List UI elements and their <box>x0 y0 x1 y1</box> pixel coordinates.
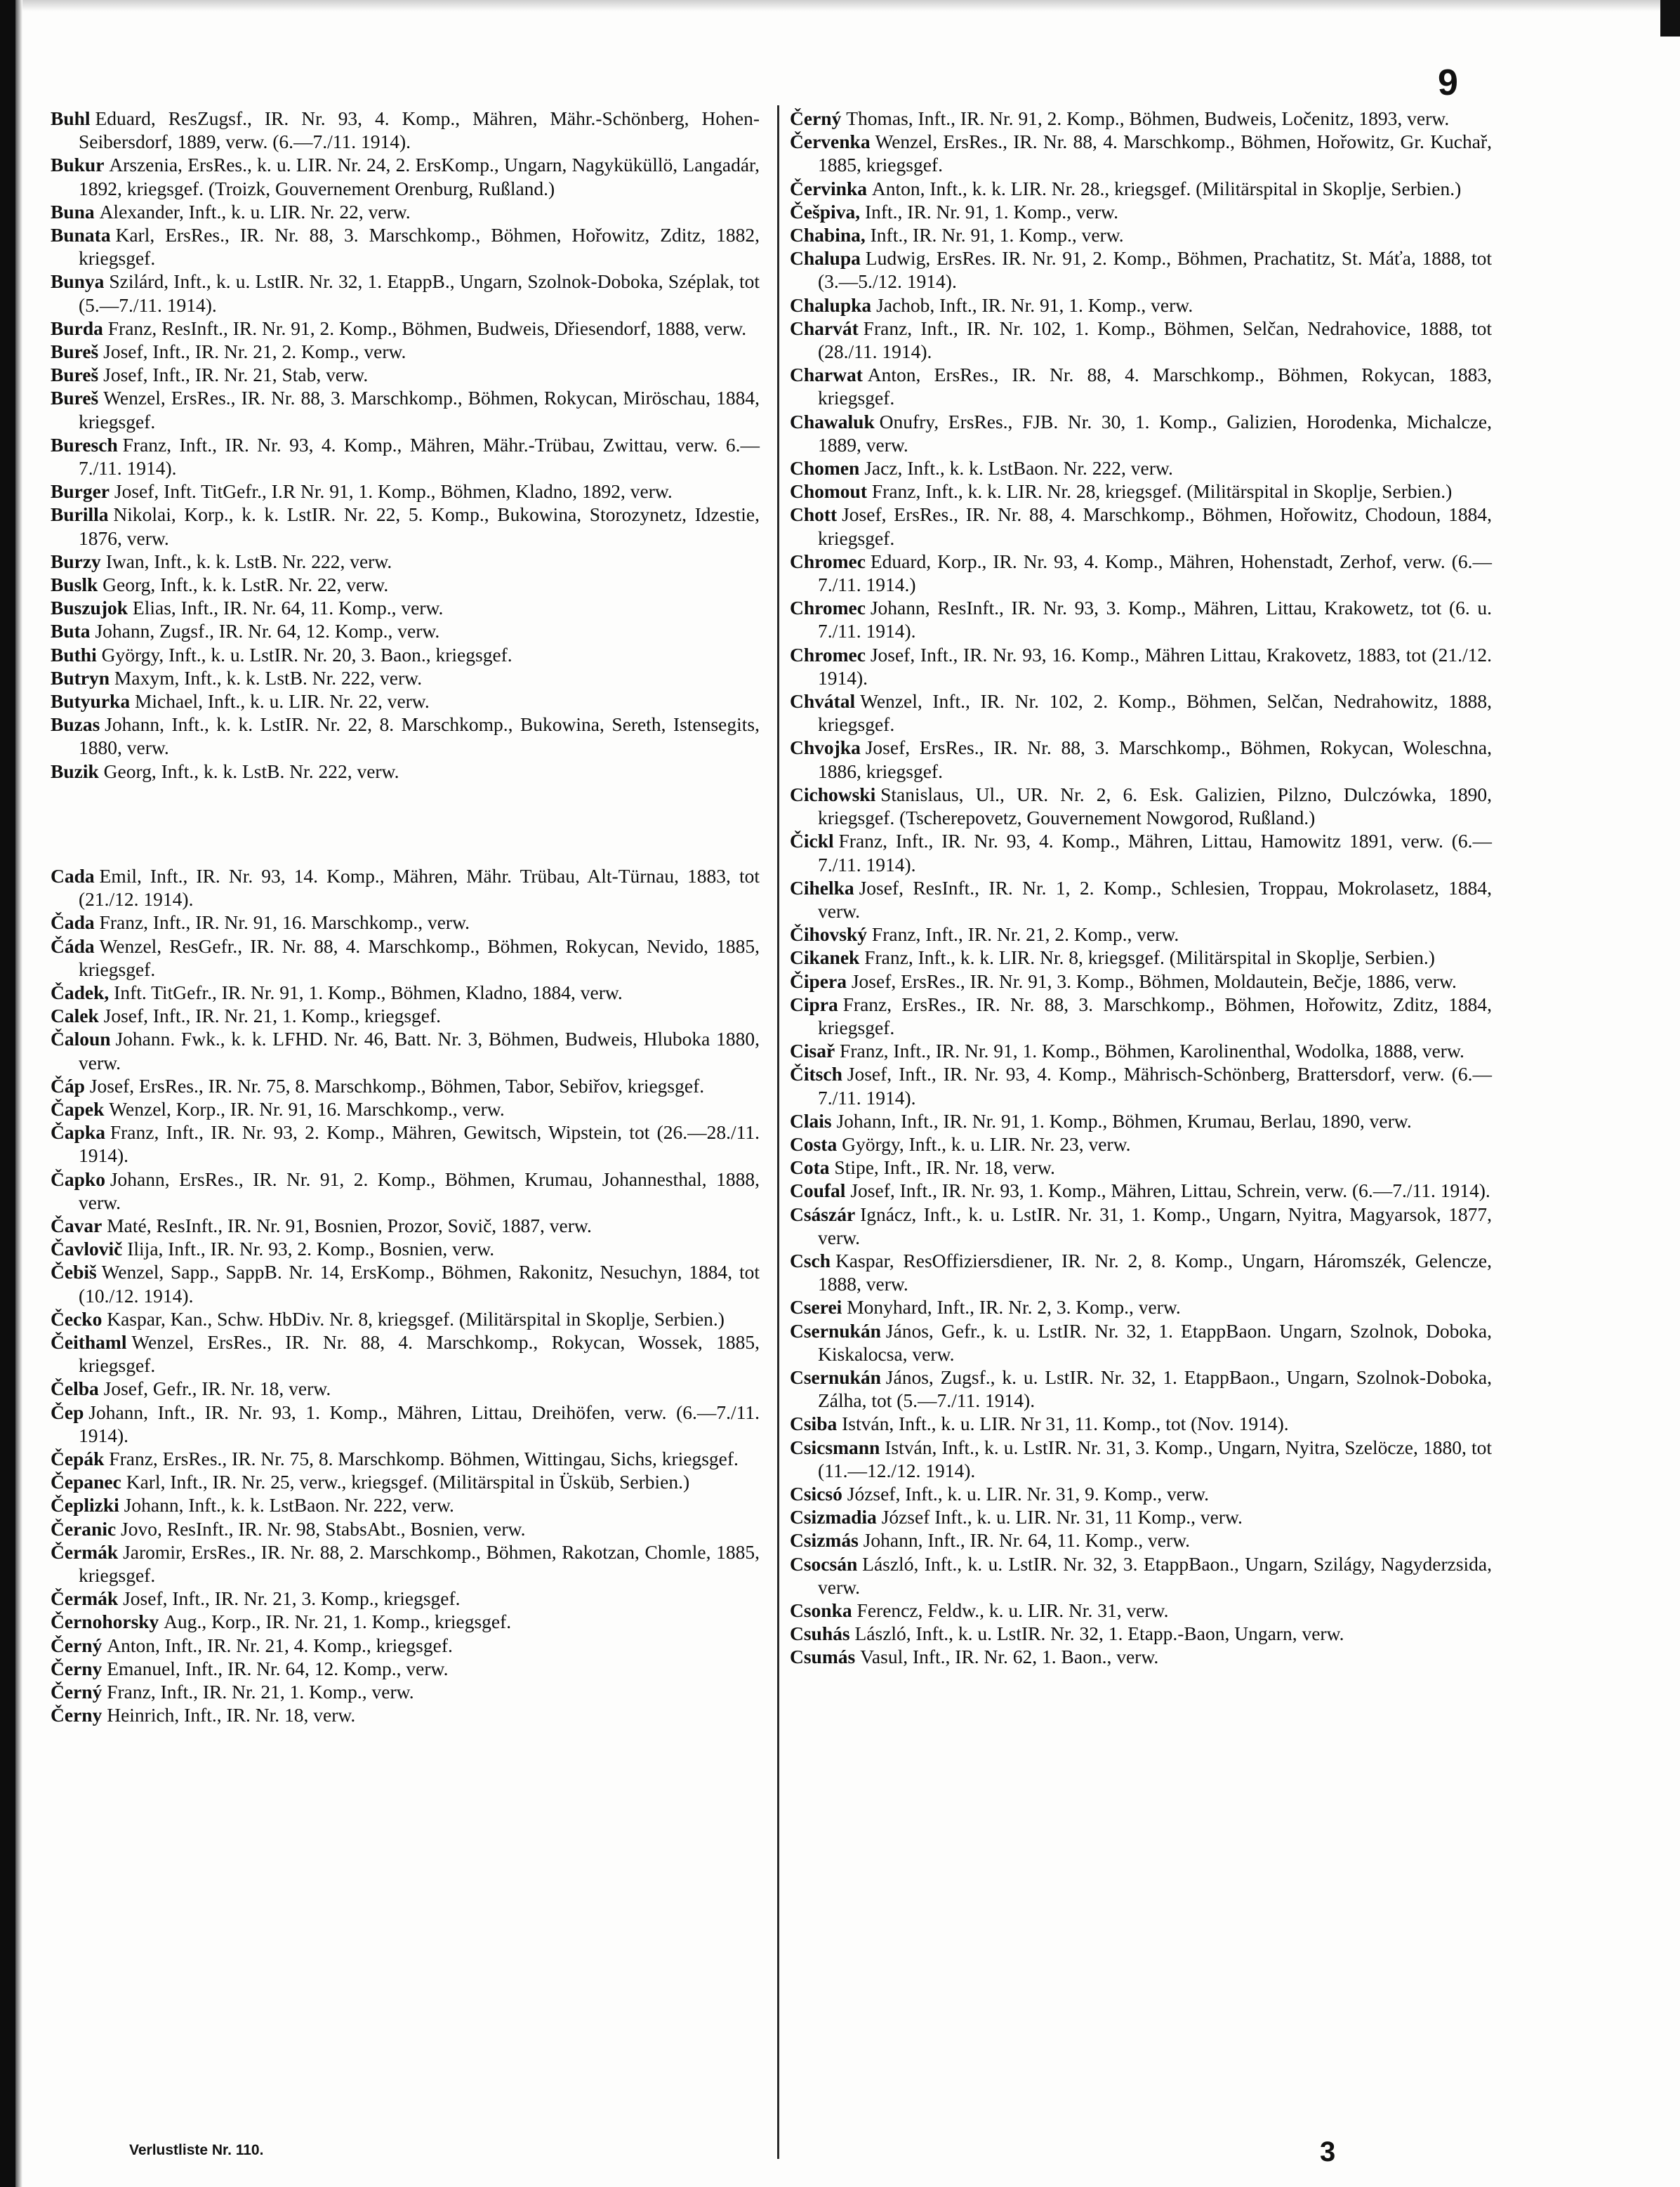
casualty-entry <box>51 573 760 596</box>
casualty-entry <box>51 1074 760 1097</box>
entry-details: László, Inft., k. u. LstIR. Nr. 32, 1. Etapp.-Baon, Ungarn, verw. <box>854 1623 1344 1645</box>
entry-details: László, Inft., k. u. LstIR. Nr. 32, 3. EtappBaon., Ungarn, Szilágy, Nagyderzsida, verw. <box>818 1552 1492 1598</box>
entry-details: István, Inft., k. u. LstIR. Nr. 31, 3. Komp., Ungarn, Nyitra, Szelöcze, 1880, tot (11.—12./12. 1914). <box>818 1436 1492 1481</box>
casualty-entry <box>51 1237 760 1260</box>
entry-surname: Černý <box>51 1681 102 1703</box>
entry-details: Arszenia, ErsRes., k. u. LIR. Nr. 24, 2. ErsKomp., Ungarn, Nagyküküllö, Langadár, 1892, kriegsgef. (Troizk, Gouvernement Orenburg, Rußland.) <box>79 154 760 199</box>
entry-details: Josef, ErsRes., IR. Nr. 88, 4. Marschkomp., Böhmen, Hořowitz, Chodoun, 1884, kriegsgef. <box>818 503 1492 549</box>
entry-surname: Čaloun <box>51 1028 111 1050</box>
entry-details: Eduard, Korp., IR. Nr. 93, 4. Komp., Mähren, Hohenstadt, Zerhof, verw. (6.—7./11. 1914.) <box>818 550 1492 596</box>
entry-surname: Čermák <box>51 1587 119 1610</box>
casualty-entry <box>51 1330 760 1377</box>
casualty-entry <box>790 1366 1492 1412</box>
entry-details: Wenzel, Inft., IR. Nr. 102, 2. Komp., Böhmen, Selčan, Nedrahowitz, 1888, kriegsgef. <box>818 690 1492 736</box>
entry-details: Johann, Inft., IR. Nr. 91, 1. Komp., Böhmen, Krumau, Berlau, 1890, verw. <box>836 1109 1412 1132</box>
entry-details: Franz, Inft., IR. Nr. 93, 2. Komp., Mähren, Gewitsch, Wipstein, tot (26.—28./11. 1914). <box>79 1121 760 1167</box>
entry-surname: Čeithaml <box>51 1330 127 1353</box>
entry-details: Wenzel, Sapp., SappB. Nr. 14, ErsKomp., Böhmen, Rakonitz, Nesuchyn, 1884, tot (10./12. 1914). <box>79 1261 760 1307</box>
casualty-entry <box>790 876 1492 923</box>
entry-details: Josef, Inft. TitGefr., I.R Nr. 91, 1. Komp., Böhmen, Kladno, 1892, verw. <box>114 480 673 503</box>
casualty-entry <box>790 1622 1492 1645</box>
entry-details: Nikolai, Korp., k. k. LstIR. Nr. 22, 5. Komp., Bukowina, Storozynetz, Idzestie, 1876, verw. <box>79 503 760 549</box>
casualty-entry <box>51 1307 760 1330</box>
section-break <box>51 783 760 864</box>
entry-details: Johann, ResInft., IR. Nr. 93, 3. Komp., Mähren, Littau, Krakowetz, tot (6. u. 7./11. 1914). <box>818 597 1492 642</box>
entry-details: Elias, Inft., IR. Nr. 64, 11. Komp., verw. <box>132 597 444 619</box>
casualty-entry <box>51 1493 760 1517</box>
casualty-entry <box>790 1039 1492 1062</box>
scan-corner-mark <box>1660 0 1680 37</box>
entry-details: Maxym, Inft., k. k. LstB. Nr. 222, verw. <box>114 666 423 689</box>
entry-surname: Čipera <box>790 970 847 992</box>
entry-details: Monyhard, Inft., IR. Nr. 2, 3. Komp., verw. <box>847 1296 1181 1319</box>
entry-details: Franz, ErsRes., IR. Nr. 75, 8. Marschkomp. Böhmen, Wittingau, Sichs, kriegsgef. <box>109 1447 739 1469</box>
casualty-entry <box>51 1377 760 1400</box>
entry-details: Wenzel, ErsRes., IR. Nr. 88, 4. Marschkomp., Böhmen, Hořowitz, Gr. Kuchař, 1885, kriegsgef. <box>818 131 1492 176</box>
entry-surname: Bureš <box>51 364 99 386</box>
entry-surname: Čep <box>51 1401 84 1423</box>
entry-surname: Cserei <box>790 1296 842 1319</box>
entry-surname: Čadek, <box>51 981 110 1003</box>
entry-details: Josef, Inft., IR. Nr. 21, 2. Komp., verw. <box>103 341 406 363</box>
casualty-entry <box>51 934 760 981</box>
entry-surname: Csuhás <box>790 1623 850 1645</box>
casualty-entry <box>51 386 760 432</box>
entry-surname: Čepanec <box>51 1471 121 1493</box>
entry-details: Franz, Inft., k. k. LIR. Nr. 28, kriegsgef. (Militärspital in Skoplje, Serbien.) <box>871 480 1453 503</box>
casualty-entry <box>51 433 760 480</box>
casualty-entry <box>51 270 760 316</box>
entry-surname: Červinka <box>790 177 867 199</box>
entry-details: Kaspar, Kan., Schw. HbDiv. Nr. 8, kriegsgef. (Militärspital in Skoplje, Serbien.) <box>107 1307 725 1330</box>
casualty-entry <box>790 1505 1492 1528</box>
entry-surname: Čapek <box>51 1097 105 1120</box>
entry-surname: Chromec <box>790 597 866 619</box>
casualty-entry <box>51 1004 760 1027</box>
signature-mark: 3 <box>1320 2136 1336 2167</box>
casualty-entry <box>790 410 1492 456</box>
entry-details: Ilija, Inft., IR. Nr. 93, 2. Komp., Bosnien, verw. <box>127 1238 495 1260</box>
entry-details: Thomas, Inft., IR. Nr. 91, 2. Komp., Böhmen, Budweis, Ločenitz, 1893, verw. <box>846 107 1450 129</box>
entry-surname: Chomen <box>790 457 860 480</box>
entry-surname: Coufal <box>790 1180 846 1202</box>
entry-details: Maté, ResInft., IR. Nr. 91, Bosnien, Prozor, Sovič, 1887, verw. <box>107 1214 592 1236</box>
casualty-entry <box>51 223 760 270</box>
casualty-entry <box>51 340 760 363</box>
entry-details: Karl, Inft., IR. Nr. 25, verw., kriegsgef. (Militärspital in Üsküb, Serbien.) <box>126 1471 690 1493</box>
entry-surname: Csernukán <box>790 1319 881 1342</box>
scan-left-edge <box>0 0 15 2187</box>
casualty-entry <box>790 1599 1492 1622</box>
casualty-entry <box>790 923 1492 946</box>
entry-surname: Császár <box>790 1203 856 1225</box>
casualty-entry <box>51 981 760 1004</box>
entry-details: Stanislaus, Ul., UR. Nr. 2, 6. Esk. Galizien, Pilzno, Dulczówka, 1890, kriegsgef. (Tscherepovetz, Gouvernement Nowgorod, Rußland.) <box>818 783 1492 829</box>
entry-details: Ferencz, Feldw., k. u. LIR. Nr. 31, verw. <box>856 1599 1169 1621</box>
entry-surname: Butryn <box>51 666 110 689</box>
entry-surname: Chalupka <box>790 293 872 316</box>
entry-surname: Čihovský <box>790 923 868 946</box>
entry-surname: Chalupa <box>790 247 861 270</box>
casualty-entry <box>51 713 760 759</box>
casualty-entry <box>790 946 1492 969</box>
entry-surname: Čavlovič <box>51 1238 123 1260</box>
entry-surname: Clais <box>790 1109 832 1132</box>
casualty-entry <box>790 550 1492 596</box>
entry-surname: Čecko <box>51 1307 102 1330</box>
entry-surname: Čermák <box>51 1540 119 1563</box>
casualty-entry <box>51 480 760 503</box>
entry-surname: Chromec <box>790 550 866 572</box>
entry-details: Vasul, Inft., IR. Nr. 62, 1. Baon., verw. <box>860 1646 1159 1668</box>
casualty-entry <box>790 107 1492 130</box>
entry-surname: Bunya <box>51 270 105 293</box>
entry-details: Onufry, ErsRes., FJB. Nr. 30, 1. Komp., Galizien, Horodenka, Michalcze, 1889, verw. <box>818 410 1492 456</box>
entry-details: Emil, Inft., IR. Nr. 93, 14. Komp., Mähren, Mähr. Trübau, Alt-Türnau, 1883, tot (21./12. 1914). <box>79 864 760 911</box>
scan-top-shadow <box>0 0 1680 11</box>
entry-surname: Cisař <box>790 1040 835 1062</box>
entry-details: Inft., IR. Nr. 91, 1. Komp., verw. <box>864 200 1118 223</box>
entry-surname: Čeranic <box>51 1517 117 1540</box>
casualty-entry <box>790 223 1492 246</box>
entry-details: Emanuel, Inft., IR. Nr. 64, 12. Komp., verw. <box>107 1657 449 1679</box>
casualty-entry <box>790 177 1492 200</box>
entry-surname: Čebiš <box>51 1261 97 1283</box>
entry-surname: Čapko <box>51 1168 105 1190</box>
entry-details: Aug., Korp., IR. Nr. 21, 1. Komp., kriegsgef. <box>164 1611 512 1633</box>
casualty-entry <box>790 1132 1492 1156</box>
casualty-entry <box>51 1214 760 1237</box>
entry-details: György, Inft., k. u. LstIR. Nr. 20, 3. Baon., kriegsgef. <box>101 643 512 666</box>
left-column <box>51 107 760 1726</box>
entry-details: Inft. TitGefr., IR. Nr. 91, 1. Komp., Böhmen, Kladno, 1884, verw. <box>114 981 623 1003</box>
casualty-entry <box>51 1470 760 1493</box>
casualty-entry <box>790 293 1492 317</box>
entry-details: Franz, Inft., IR. Nr. 21, 2. Komp., verw. <box>871 923 1179 946</box>
casualty-entry <box>790 503 1492 549</box>
entry-details: Josef, Inft., IR. Nr. 93, 4. Komp., Mährisch-Schönberg, Brattersdorf, verw. (6.—7./11. 1914). <box>818 1063 1492 1109</box>
entry-details: Josef, ErsRes., IR. Nr. 91, 3. Komp., Böhmen, Moldautein, Bečje, 1886, verw. <box>851 970 1457 992</box>
entry-details: Stipe, Inft., IR. Nr. 18, verw. <box>834 1156 1055 1179</box>
entry-surname: Cada <box>51 864 95 887</box>
casualty-entry <box>790 317 1492 363</box>
entry-details: Kaspar, ResOffiziersdiener, IR. Nr. 2, 8. Komp., Ungarn, Háromszék, Gelencze, 1888, verw. <box>818 1249 1492 1295</box>
entry-surname: Chromec <box>790 643 866 666</box>
entry-surname: Černý <box>790 107 842 129</box>
entry-surname: Buthi <box>51 643 97 666</box>
entry-details: Georg, Inft., k. k. LstR. Nr. 22, verw. <box>102 574 389 596</box>
casualty-entry <box>790 1062 1492 1109</box>
entry-details: Wenzel, Korp., IR. Nr. 91, 16. Marschkomp., verw. <box>109 1097 505 1120</box>
casualty-entry <box>790 1249 1492 1295</box>
casualty-entry <box>790 480 1492 503</box>
entry-surname: Burda <box>51 317 103 339</box>
casualty-entry <box>790 1552 1492 1599</box>
entry-surname: Bunata <box>51 224 111 246</box>
casualty-entry <box>51 1401 760 1447</box>
casualty-entry <box>51 864 760 911</box>
entry-details: Alexander, Inft., k. u. LIR. Nr. 22, verw. <box>99 200 411 223</box>
entry-surname: Černy <box>51 1704 102 1726</box>
casualty-entry <box>51 596 760 619</box>
casualty-entry <box>51 1703 760 1726</box>
entry-details: Anton, Inft., k. k. LIR. Nr. 28., kriegsgef. (Militärspital in Skoplje, Serbien.) <box>871 177 1462 199</box>
entry-surname: Csiba <box>790 1413 838 1435</box>
entry-surname: Červenka <box>790 131 871 153</box>
entry-details: Johann, Inft., IR. Nr. 64, 11. Komp., verw. <box>863 1529 1191 1552</box>
entry-surname: Čavar <box>51 1214 102 1236</box>
entry-details: Jovo, ResInft., IR. Nr. 98, StabsAbt., Bosnien, verw. <box>121 1517 526 1540</box>
casualty-entry <box>51 1540 760 1587</box>
casualty-entry <box>51 153 760 199</box>
entry-details: Franz, Inft., k. k. LIR. Nr. 8, kriegsgef. (Militärspital in Skoplje, Serbien.) <box>864 946 1435 969</box>
entry-surname: Burzy <box>51 550 101 572</box>
casualty-entry <box>790 1412 1492 1435</box>
casualty-entry <box>51 1634 760 1657</box>
entry-details: Jacz, Inft., k. k. LstBaon. Nr. 222, verw. <box>864 457 1173 480</box>
entry-surname: Bureš <box>51 341 99 363</box>
entry-details: Josef, Inft., IR. Nr. 21, 1. Komp., kriegsgef. <box>103 1005 442 1027</box>
casualty-entry <box>790 993 1492 1039</box>
casualty-entry <box>51 363 760 386</box>
scan-left-shadow <box>15 0 22 2187</box>
casualty-entry <box>790 1295 1492 1319</box>
casualty-entry <box>51 666 760 689</box>
casualty-entry <box>790 246 1492 293</box>
entry-details: Heinrich, Inft., IR. Nr. 18, verw. <box>107 1704 356 1726</box>
casualty-entry <box>51 503 760 549</box>
entry-details: Franz, Inft., IR. Nr. 21, 1. Komp., verw. <box>107 1681 414 1703</box>
casualty-entry <box>51 689 760 713</box>
page-number: 9 <box>1438 62 1458 103</box>
casualty-entry <box>51 1587 760 1610</box>
entry-surname: Chvojka <box>790 736 861 759</box>
entry-details: Johann, Inft., IR. Nr. 93, 1. Komp., Mähren, Littau, Dreihöfen, verw. (6.—7./11. 1914). <box>79 1401 760 1446</box>
casualty-entry <box>790 736 1492 782</box>
casualty-entry <box>790 363 1492 409</box>
entry-details: Wenzel, ErsRes., IR. Nr. 88, 3. Marschkomp., Böhmen, Rokycan, Miröschau, 1884, kriegsgef. <box>79 387 760 432</box>
casualty-entry <box>51 200 760 223</box>
entry-surname: Csumás <box>790 1646 856 1668</box>
entry-surname: Csicsó <box>790 1482 842 1505</box>
entry-surname: Chabina, <box>790 224 866 246</box>
entry-details: Szilárd, Inft., k. u. LstIR. Nr. 32, 1. EtappB., Ungarn, Szolnok-Doboka, Széplak, tot (5.—7./11. 1914). <box>79 270 760 316</box>
casualty-list-number: Verlustliste Nr. 110. <box>129 2142 264 2158</box>
casualty-entry <box>51 619 760 642</box>
entry-details: Josef, ResInft., IR. Nr. 1, 2. Komp., Schlesien, Troppau, Mokrolasetz, 1884, verw. <box>818 876 1492 922</box>
entry-details: József Inft., k. u. LIR. Nr. 31, 11 Komp., verw. <box>881 1506 1243 1528</box>
casualty-entry <box>51 1168 760 1214</box>
entry-details: György, Inft., k. u. LIR. Nr. 23, verw. <box>842 1132 1131 1155</box>
casualty-entry <box>51 550 760 573</box>
casualty-entry <box>51 107 760 153</box>
entry-details: Josef, ErsRes., IR. Nr. 75, 8. Marschkomp., Böhmen, Tabor, Sebiřov, kriegsgef. <box>89 1074 705 1097</box>
casualty-entry <box>51 1657 760 1680</box>
entry-details: Iwan, Inft., k. k. LstB. Nr. 222, verw. <box>105 550 392 572</box>
entry-details: Josef, Inft., IR. Nr. 21, 3. Komp., kriegsgef. <box>123 1587 461 1610</box>
entry-details: Johann, Inft., k. k. LstIR. Nr. 22, 8. Marschkomp., Bukowina, Sereth, Istensegits, 1880, verw. <box>79 713 760 759</box>
entry-surname: Buresch <box>51 433 118 456</box>
entry-surname: Butyurka <box>51 690 131 713</box>
entry-details: Jachob, Inft., IR. Nr. 91, 1. Komp., verw. <box>876 293 1193 316</box>
entry-surname: Čepák <box>51 1447 105 1469</box>
casualty-entry <box>790 1179 1492 1202</box>
entry-surname: Chawaluk <box>790 410 875 432</box>
entry-surname: Csch <box>790 1249 831 1271</box>
entry-surname: Buta <box>51 620 91 642</box>
casualty-entry <box>51 317 760 340</box>
casualty-entry <box>790 1156 1492 1179</box>
entry-details: Michael, Inft., k. u. LIR. Nr. 22, verw. <box>134 690 430 713</box>
column-divider <box>777 105 779 2159</box>
casualty-entry <box>51 1517 760 1540</box>
entry-details: István, Inft., k. u. LIR. Nr 31, 11. Komp., tot (Nov. 1914). <box>842 1413 1289 1435</box>
entry-details: Franz, Inft., IR. Nr. 102, 1. Komp., Böhmen, Selčan, Nedrahovice, 1888, tot (28./11. 1914). <box>818 317 1492 363</box>
entry-surname: Čitsch <box>790 1063 842 1085</box>
entry-details: Inft., IR. Nr. 91, 1. Komp., verw. <box>870 224 1124 246</box>
casualty-entry <box>51 1260 760 1307</box>
entry-surname: Buhl <box>51 107 91 129</box>
casualty-entry <box>51 1447 760 1470</box>
entry-details: Franz, ResInft., IR. Nr. 91, 2. Komp., Böhmen, Budweis, Dřiesendorf, 1888, verw. <box>107 317 747 339</box>
entry-details: Ignácz, Inft., k. u. LstIR. Nr. 31, 1. Komp., Ungarn, Nyitra, Magyarsok, 1877, verw. <box>818 1203 1492 1248</box>
casualty-entry <box>51 760 760 783</box>
entry-surname: Csicsmann <box>790 1436 880 1458</box>
casualty-entry <box>790 1528 1492 1552</box>
entry-surname: Buzik <box>51 760 99 782</box>
casualty-entry <box>51 1121 760 1167</box>
entry-details: Wenzel, ErsRes., IR. Nr. 88, 4. Marschkomp., Rokycan, Wossek, 1885, kriegsgef. <box>79 1330 760 1377</box>
entry-surname: Bureš <box>51 387 99 409</box>
entry-details: Franz, Inft., IR. Nr. 93, 4. Komp., Mähren, Mähr.-Trübau, Zwittau, verw. 6.—7./11. 1914). <box>79 433 760 480</box>
entry-details: Jaromir, ErsRes., IR. Nr. 88, 2. Marschkomp., Böhmen, Rakotzan, Chomle, 1885, kriegsgef. <box>79 1540 760 1586</box>
casualty-entry <box>790 970 1492 993</box>
casualty-entry <box>51 643 760 666</box>
entry-details: János, Zugsf., k. u. LstIR. Nr. 32, 1. EtappBaon., Ungarn, Szolnok-Doboka, Zálha, tot (5.—7./11. 1914). <box>818 1366 1492 1412</box>
entry-surname: Costa <box>790 1132 838 1155</box>
entry-surname: Burger <box>51 480 110 503</box>
casualty-entry <box>790 1645 1492 1668</box>
entry-details: Johann, ErsRes., IR. Nr. 91, 2. Komp., Böhmen, Krumau, Johannesthal, 1888, verw. <box>79 1168 760 1213</box>
casualty-entry <box>790 643 1492 689</box>
entry-surname: Buszujok <box>51 597 128 619</box>
casualty-entry <box>51 1027 760 1073</box>
entry-details: Georg, Inft., k. k. LstB. Nr. 222, verw. <box>103 760 399 782</box>
entry-surname: Calek <box>51 1005 99 1027</box>
entry-details: Johann, Zugsf., IR. Nr. 64, 12. Komp., verw. <box>95 620 440 642</box>
entry-details: Franz, Inft., IR. Nr. 91, 16. Marschkomp., verw. <box>99 911 470 934</box>
entry-details: Johann. Fwk., k. k. LFHD. Nr. 46, Batt. Nr. 3, Böhmen, Budweis, Hluboka 1880, verw. <box>79 1028 760 1073</box>
entry-details: Franz, Inft., IR. Nr. 91, 1. Komp., Böhmen, Karolinenthal, Wodolka, 1888, verw. <box>840 1040 1464 1062</box>
casualty-entry <box>790 829 1492 876</box>
casualty-entry <box>51 1680 760 1703</box>
entry-surname: Csocsán <box>790 1552 858 1575</box>
casualty-entry <box>790 1319 1492 1366</box>
entry-surname: Čeplizki <box>51 1494 119 1517</box>
entry-surname: Bukur <box>51 154 105 176</box>
entry-details: Anton, ErsRes., IR. Nr. 88, 4. Marschkomp., Böhmen, Rokycan, 1883, kriegsgef. <box>818 364 1492 409</box>
entry-surname: Buzas <box>51 713 100 736</box>
entry-surname: Charwat <box>790 364 863 386</box>
entry-surname: Burilla <box>51 503 109 526</box>
casualty-entry <box>790 1436 1492 1482</box>
entry-details: Johann, Inft., k. k. LstBaon. Nr. 222, verw. <box>124 1494 454 1517</box>
entry-surname: Černy <box>51 1657 102 1679</box>
casualty-entry <box>790 1482 1492 1505</box>
casualty-entry <box>790 1203 1492 1249</box>
entry-surname: Čáda <box>51 934 95 957</box>
entry-surname: Černý <box>51 1634 102 1656</box>
entry-details: Karl, ErsRes., IR. Nr. 88, 3. Marschkomp., Böhmen, Hořowitz, Zditz, 1882, kriegsgef. <box>79 224 760 270</box>
casualty-entry <box>790 689 1492 736</box>
entry-surname: Csonka <box>790 1599 852 1621</box>
entry-surname: Buslk <box>51 574 98 596</box>
entry-details: Anton, Inft., IR. Nr. 21, 4. Komp., kriegsgef. <box>107 1634 453 1656</box>
entry-details: József, Inft., k. u. LIR. Nr. 31, 9. Komp., verw. <box>847 1482 1210 1505</box>
entry-surname: Buna <box>51 200 95 223</box>
entry-surname: Čáp <box>51 1074 85 1097</box>
casualty-entry <box>790 596 1492 642</box>
entry-surname: Černohorsky <box>51 1611 159 1633</box>
entry-surname: Csizmadia <box>790 1506 877 1528</box>
entry-details: Eduard, ResZugsf., IR. Nr. 93, 4. Komp., Mähren, Mähr.-Schönberg, Hohen-Seibersdorf, 1889, verw. (6.—7./11. 1914). <box>79 107 760 153</box>
entry-surname: Cota <box>790 1156 830 1179</box>
casualty-entry <box>790 1109 1492 1132</box>
entry-surname: Čada <box>51 911 95 934</box>
entry-surname: Cipra <box>790 993 838 1015</box>
right-column <box>790 107 1492 1669</box>
entry-surname: Čickl <box>790 830 834 852</box>
casualty-entry <box>51 911 760 934</box>
entry-details: Franz, Inft., IR. Nr. 93, 4. Komp., Mähren, Littau, Hamowitz 1891, verw. (6.—7./11. 1914). <box>818 830 1492 876</box>
entry-details: Ludwig, ErsRes. IR. Nr. 91, 2. Komp., Böhmen, Prachatitz, St. Máťa, 1888, tot (3.—5./12. 1914). <box>818 247 1492 293</box>
casualty-entry <box>790 783 1492 829</box>
entry-details: Franz, ErsRes., IR. Nr. 88, 3. Marschkomp., Böhmen, Hořowitz, Zditz, 1884, kriegsgef. <box>818 993 1492 1038</box>
casualty-entry <box>51 1097 760 1121</box>
casualty-entry <box>790 130 1492 176</box>
entry-details: János, Gefr., k. u. LstIR. Nr. 32, 1. EtappBaon. Ungarn, Szolnok, Doboka, Kiskalocsa, verw. <box>818 1319 1492 1365</box>
entry-details: Josef, ErsRes., IR. Nr. 88, 3. Marschkomp., Böhmen, Rokycan, Woleschna, 1886, kriegsgef. <box>818 736 1492 782</box>
entry-surname: Cihelka <box>790 876 854 899</box>
casualty-entry <box>790 200 1492 223</box>
entry-details: Josef, Gefr., IR. Nr. 18, verw. <box>103 1377 331 1400</box>
entry-surname: Cikanek <box>790 946 860 969</box>
entry-surname: Chvátal <box>790 690 856 713</box>
entry-surname: Csernukán <box>790 1366 881 1388</box>
entry-details: Wenzel, ResGefr., IR. Nr. 88, 4. Marschkomp., Böhmen, Rokycan, Nevido, 1885, kriegsgef. <box>79 934 760 980</box>
entry-details: Josef, Inft., IR. Nr. 93, 16. Komp., Mähren Littau, Krakovetz, 1883, tot (21./12. 1914). <box>818 643 1492 689</box>
entry-details: Josef, Inft., IR. Nr. 21, Stab, verw. <box>103 364 369 386</box>
entry-surname: Charvát <box>790 317 859 339</box>
entry-surname: Chomout <box>790 480 868 503</box>
entry-surname: Chott <box>790 503 838 526</box>
entry-surname: Cichowski <box>790 783 876 805</box>
entry-surname: Češpiva, <box>790 200 861 223</box>
casualty-entry <box>51 1610 760 1633</box>
casualty-entry <box>790 456 1492 480</box>
entry-surname: Čelba <box>51 1377 99 1400</box>
entry-details: Josef, Inft., IR. Nr. 93, 1. Komp., Mähren, Littau, Schrein, verw. (6.—7./11. 1914). <box>850 1180 1490 1202</box>
entry-surname: Csizmás <box>790 1529 859 1552</box>
entry-surname: Čapka <box>51 1121 105 1144</box>
